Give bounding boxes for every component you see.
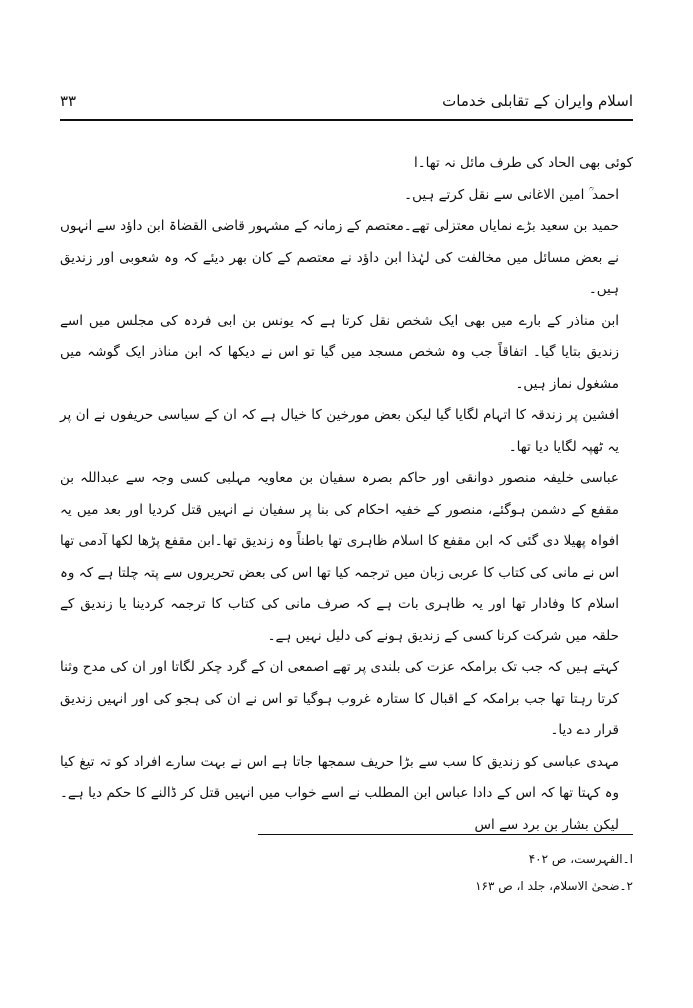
paragraph: احمد ؒ امین الاغانی سے نقل کرتے ہیں۔ <box>404 186 619 203</box>
paragraph: مہدی عباسی کو زندیق کا سب سے بڑا حریف سمجھا جاتا ہے اس نے بہت سارے افراد کو تہ تیغ کیا وہ کہتا تھا کہ اس کے دادا عباس ابن المطلب نے اسے خواب میں انہیں قتل کر ڈالنے کا حکم دیا ہے۔لیکن بشار بن برد سے اس <box>60 753 619 833</box>
paragraph: کہتے ہیں کہ جب تک برامکہ عزت کی بلندی پر تھے اصمعی ان کے گرد چکر لگاتا اور ان کی مدح وثنا کرتا رہتا تھا جب برامکہ کے اقبال کا ستارہ غروب ہوگیا تو اس نے ان کی ہجو کی اور انہیں زندیق قرار دے دیا۔ <box>60 659 619 738</box>
running-header-title: اسلام وایران کے تقابلی خدمات <box>442 92 633 110</box>
page-number: ۳۳ <box>60 92 77 110</box>
paragraph: حمید بن سعید بڑے نمایاں معتزلی تھے۔معتصم کے زمانہ کے مشہور قاضی القضاۃ ابن داؤد سے انہوں نے بعض مسائل میں مخالفت کی لہٰذا ابن داؤد نے معتصم کے کان بھر دیئے کہ وہ شعوبی اور زندیق ہیں۔ <box>60 218 619 297</box>
footnote: ا۔الفہرست، ص ۴۰۲ <box>528 852 633 866</box>
footnotes <box>233 846 633 900</box>
footnote-separator <box>258 834 633 835</box>
paragraph: ابن مناذر کے بارے میں بھی ایک شخص نقل کرتا ہے کہ یونس بن ابی فردہ کی مجلس میں اسے زندیق بتایا گیا۔ اتفاقاً جب وہ شخص مسجد میں گیا تو اس نے دیکھا کہ ابن مناذر ایک گوشہ میں مشغول نماز ہیں۔ <box>60 312 619 392</box>
paragraph: افشین پر زندقہ کا اتہام لگایا گیا لیکن بعض مورخین کا خیال ہے کہ ان کے سیاسی حریفوں نے ان پر یہ ٹھپہ لگایا دیا تھا۔ <box>60 407 619 455</box>
body-text <box>60 148 633 841</box>
footnote: ۲۔ضحیٰ الاسلام، جلد ا، ص ۱۶۳ <box>475 879 633 893</box>
header-rule <box>60 119 633 121</box>
paragraph: عباسی خلیفہ منصور دوانقی اور حاکم بصرہ سفیان بن معاویہ مہلبی کسی وجہ سے عبداللہ بن مقفع کے دشمن ہوگئے، منصور کے خفیہ احکام کی بنا پر سفیان نے انہیں قتل کردیا اور بعد میں یہ افواہ پھیلا دی گئی کہ ابن مقفع کا اسلام ظاہری تھا باطناً وہ زندیق تھا۔ابن مقفع پڑھا لکھا آدمی تھا اس نے مانی کی کتاب کا عربی زبان میں ترجمہ کیا تھا اس کی بعض تحریروں سے پتہ چلتا ہے کہ وہ اسلام کا وفادار تھا اور یہ ظاہری بات ہے کہ صرف مانی کی کتاب کا ترجمہ کردینا یا زندیق کے حلقہ میں شرکت کرنا کسی کے زندیق ہونے کی دلیل نہیں ہے۔ <box>60 470 619 644</box>
paragraph: کوئی بھی الحاد کی طرف مائل نہ تھا۔ا <box>414 155 633 171</box>
